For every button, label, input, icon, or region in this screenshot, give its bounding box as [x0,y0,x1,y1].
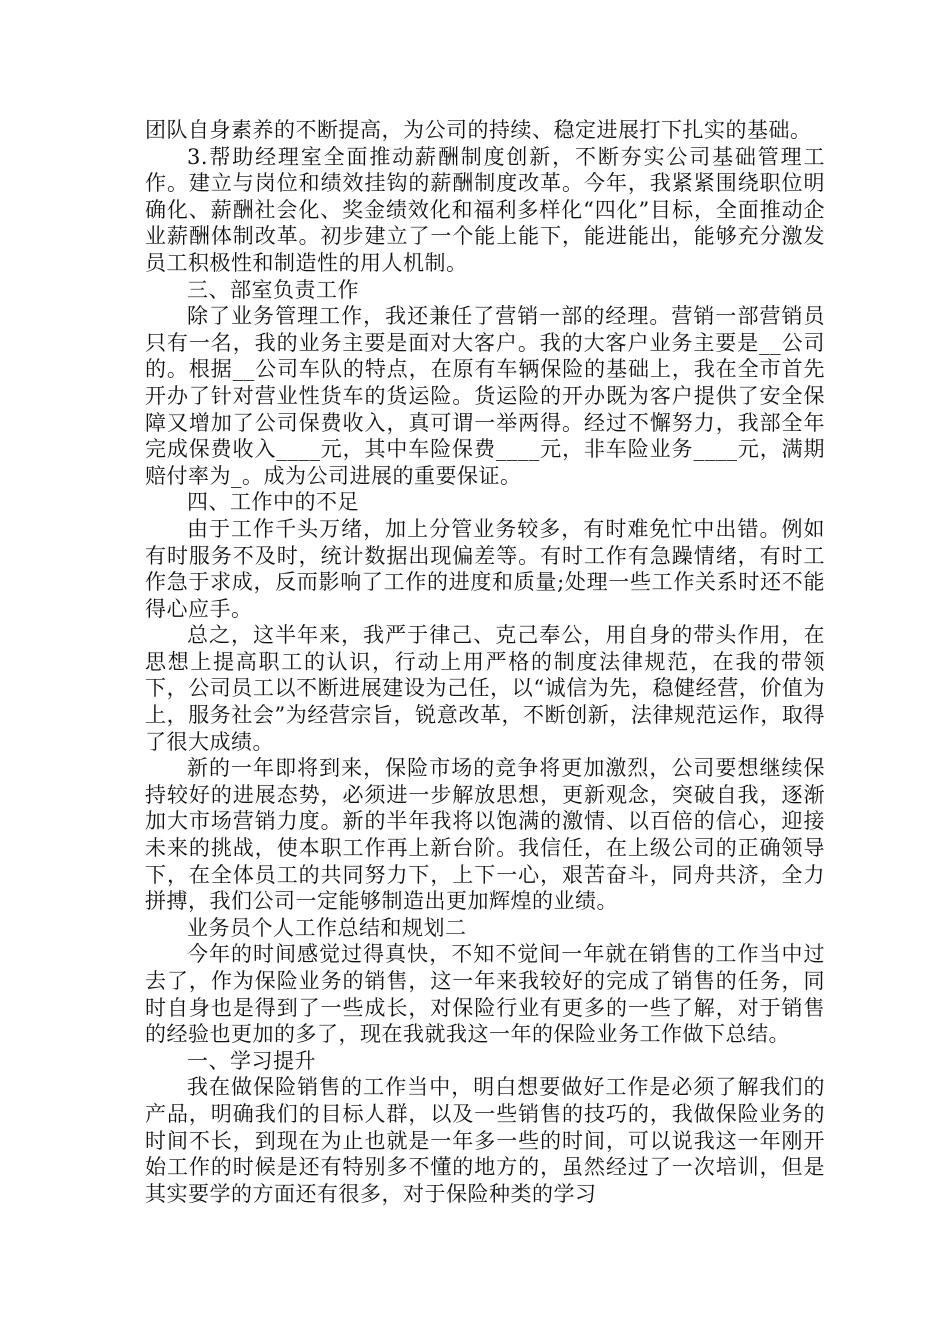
paragraph-shortcomings: 由于工作千头万绪，加上分管业务较多，有时难免忙中出错。例如有时服务不及时，统计数据出现偏差等。有时工作有急躁情绪，有时工作急于求成，反而影响了工作的进度和质量;处理一些工作关系时还不能得心应手。 [145,516,825,621]
paragraph-learning: 我在做保险销售的工作当中，明白想要做好工作是必须了解我们的产品，明确我们的目标人群，以及一些销售的技巧的，我做保险业务的时间不长，到现在为止也就是一年多一些的时间，可以说我这一年刚开始工作的时候是还有特别多不懂的地方的，虽然经过了一次培训，但是其实要学的方面还有很多，对于保险种类的学习 [145,1075,825,1206]
paragraph-continuation: 团队自身素养的不断提高，为公司的持续、稳定进展打下扎实的基础。 [145,118,812,142]
section-heading-department-work: 三、部室负责工作 [187,277,359,302]
paragraph-department-work: 除了业务管理工作，我还兼任了营销一部的经理。营销一部营销员只有一名，我的业务主要是面对大客户。我的大客户业务主要是__公司的。根据__公司车队的特点，在原有车辆保险的基础上，我在全市首先开办了针对营业性货车的货运险。货运险的开办既为客户提供了安全保障又增加了公司保费收入，真可谓一举两得。经过不懈努力，我部全年完成保费收入____元，其中车险保费____元，非车险业务____元，满期赔付率为_。成为公司进展的重要保证。 [145,304,825,488]
section-heading-shortcomings: 四、工作中的不足 [187,490,359,515]
document-subtitle-part-two: 业务员个人工作总结和规划二 [187,915,467,940]
paragraph-year-review: 今年的时间感觉过得真快，不知不觉间一年就在销售的工作当中过去了，作为保险业务的销售，这一年来我较好的完成了销售的任务，同时自身也是得到了一些成长，对保险行业有更多的一些了解，对于销售的经验也更加的多了，现在我就我这一年的保险业务工作做下总结。 [145,942,825,1047]
paragraph-summary: 总之，这半年来，我严于律己、克己奉公，用自身的带头作用，在思想上提高职工的认识，行动上用严格的制度法律规范，在我的带领下，公司员工以不断进展建设为己任，以“诚信为先，稳健经营，价值为上，服务社会”为经营宗旨，锐意改革，不断创新，法律规范运作，取得了很大成绩。 [145,623,825,754]
section-heading-learning: 一、学习提升 [187,1048,316,1073]
document-body [145,117,825,1207]
paragraph-outlook: 新的一年即将到来，保险市场的竞争将更加激烈，公司要想继续保持较好的进展态势，必须进一步解放思想，更新观念，突破自我，逐渐加大市场营销力度。新的半年我将以饱满的激情、以百倍的信心，迎接未来的挑战，使本职工作再上新台阶。我信任，在上级公司的正确领导下，在全体员工的共同努力下，上下一心，艰苦奋斗，同舟共济，全力拼搏，我们公司一定能够制造出更加辉煌的业绩。 [145,756,825,914]
paragraph-salary-reform: 3.帮助经理室全面推动薪酬制度创新，不断夯实公司基础管理工作。建立与岗位和绩效挂钩的薪酬制度改革。今年，我紧紧围绕职位明确化、薪酬社会化、奖金绩效化和福利多样化“四化”目标，全面推动企业薪酬体制改革。初步建立了一个能上能下，能进能出，能够充分激发员工积极性和制造性的用人机制。 [145,144,825,275]
